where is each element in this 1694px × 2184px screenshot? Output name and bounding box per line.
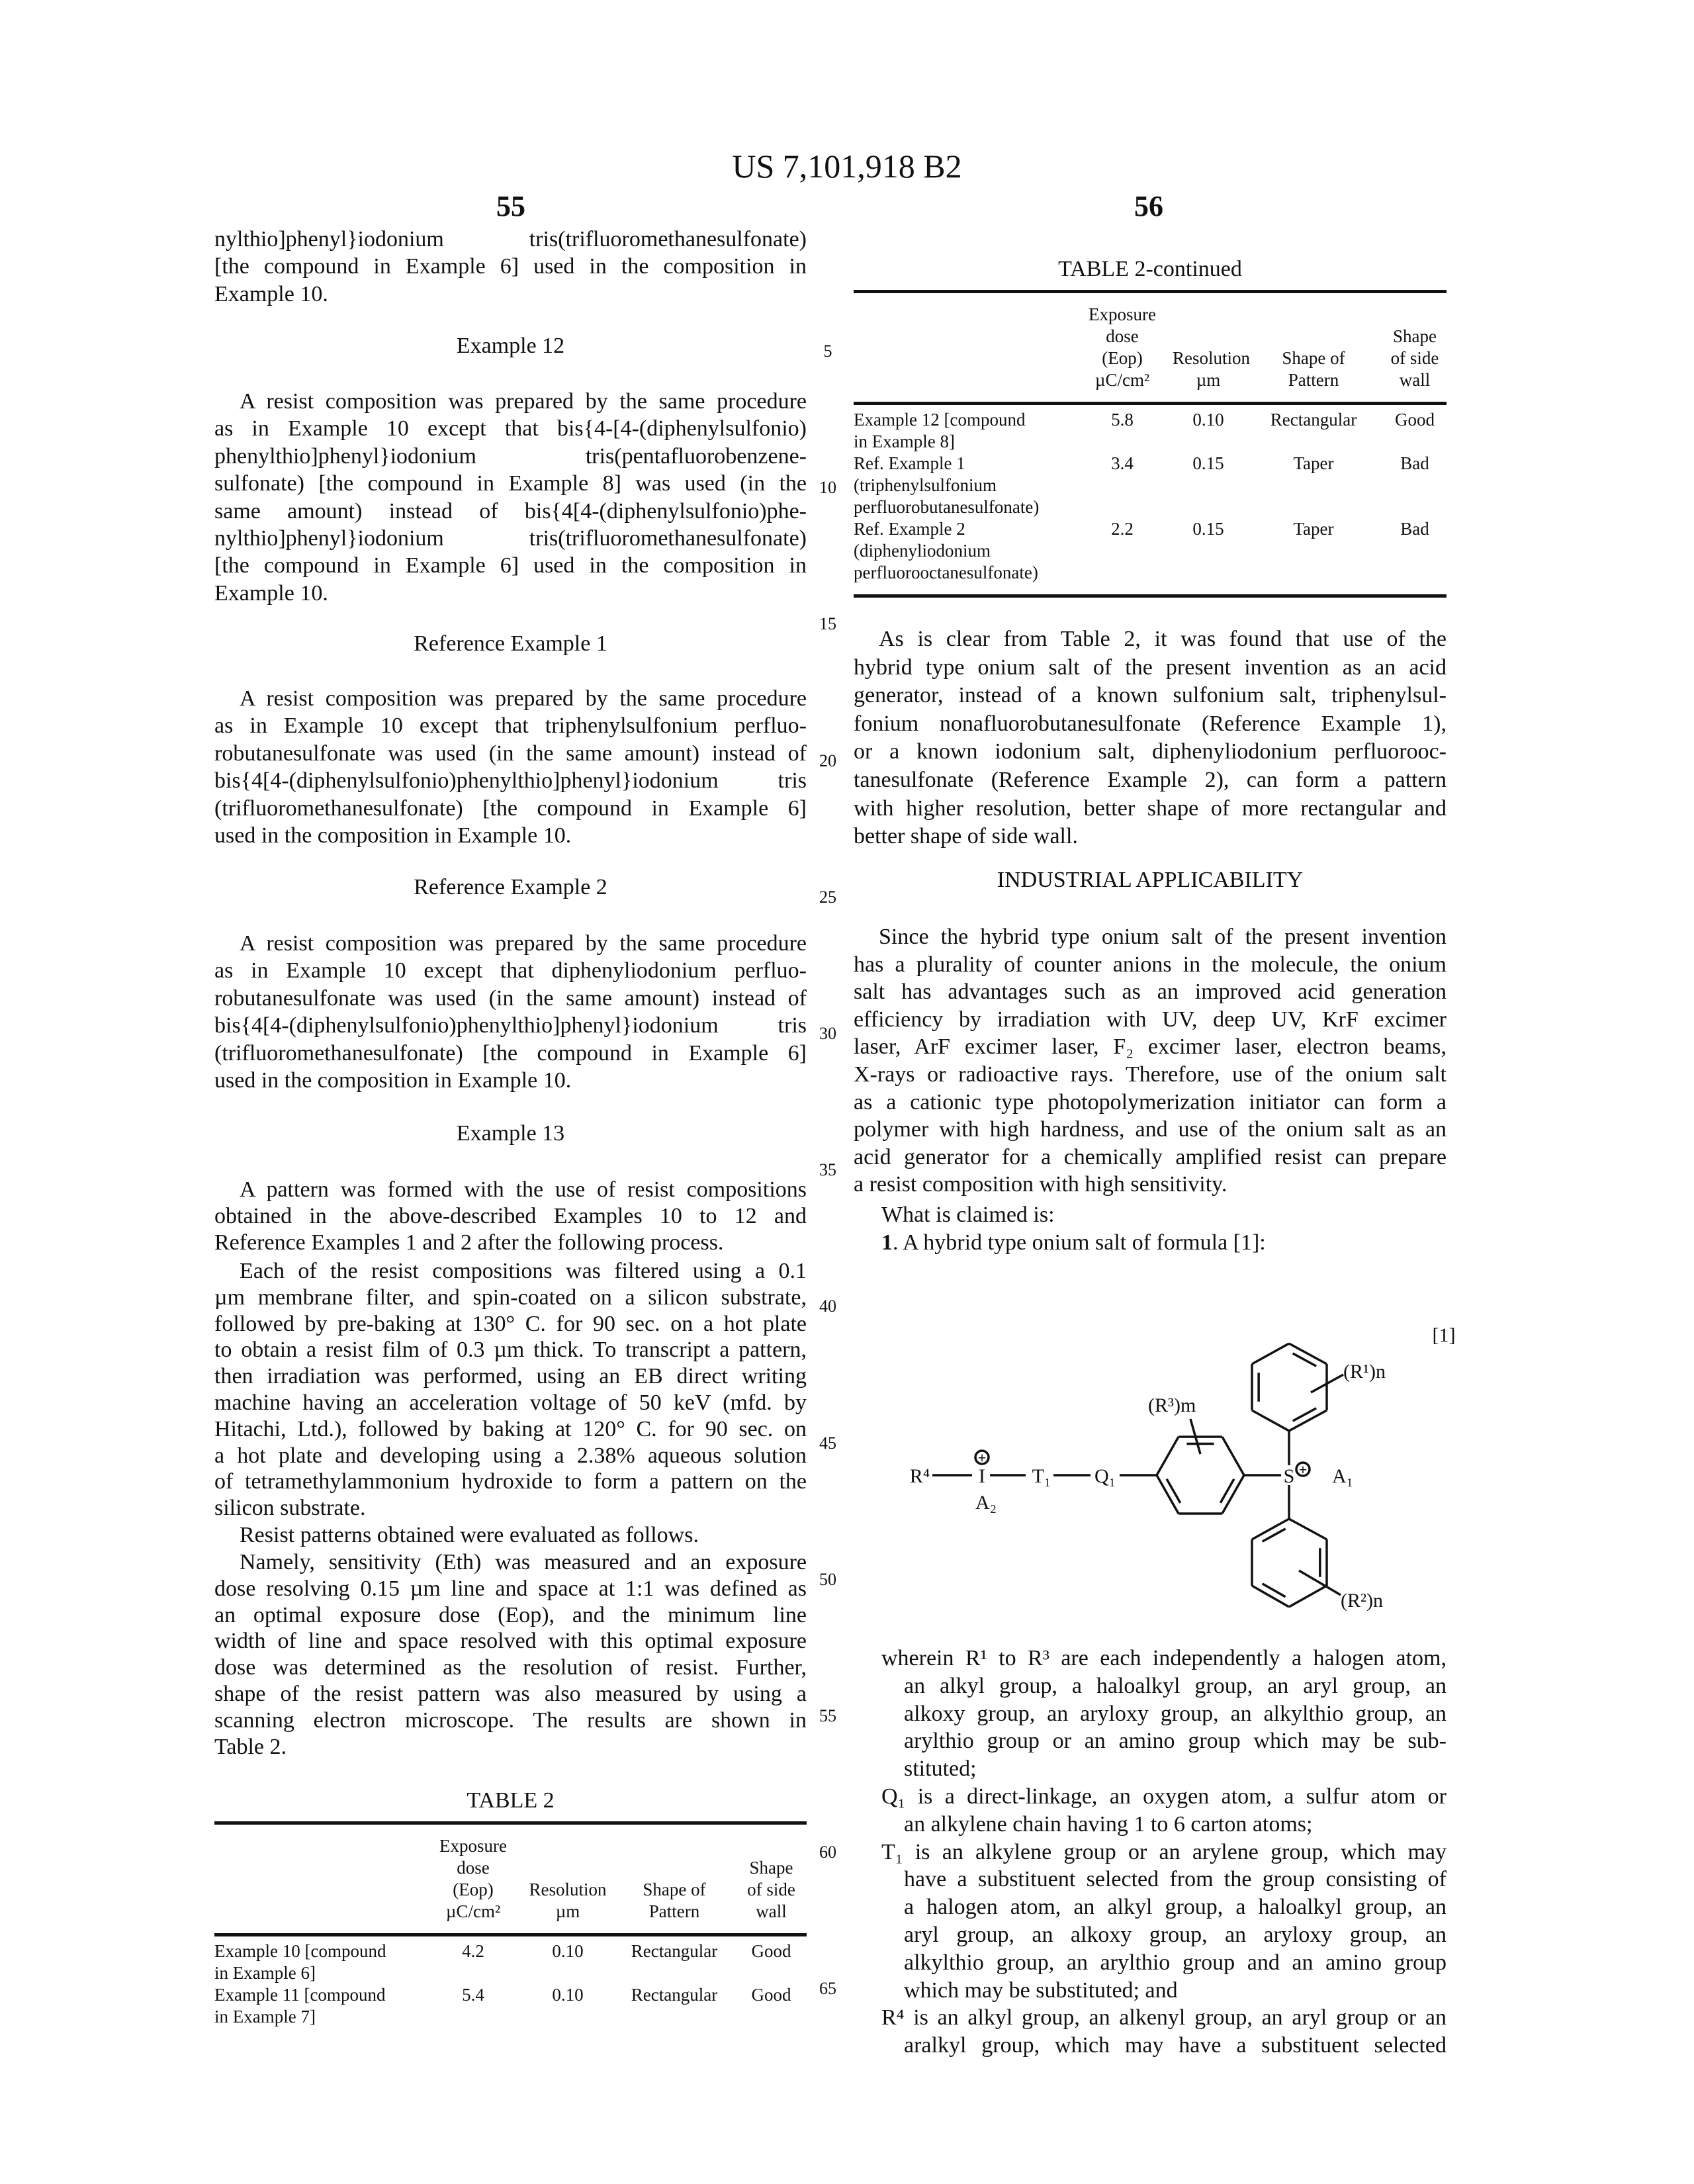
header-text: Resolution xyxy=(523,1879,613,1901)
text-line: machine having an acceleration voltage of 50 keV (mfd. by xyxy=(214,1390,807,1416)
ring-bond xyxy=(1252,1343,1289,1364)
text-line: T₁ is an alkylene group or an arylene group, which may xyxy=(881,1839,1447,1866)
text-line: nylthio]phenyl}iodonium tris(trifluoromethanesulfonate) xyxy=(214,525,807,552)
text-line: a hot plate and developing using a 2.38% aqueous solution xyxy=(214,1443,807,1469)
claims-intro: What is claimed is: xyxy=(881,1201,1447,1228)
header-text: Exposure xyxy=(1072,304,1173,326)
text-line: fonium nonafluorobutanesulfonate (Reference Example 1), xyxy=(854,710,1447,739)
claim-definitions xyxy=(881,1645,1447,2060)
text-line: robutanesulfonate was used (in the same amount) instead of xyxy=(214,985,807,1012)
plus-sign: + xyxy=(1299,1461,1308,1478)
header-text: µC/cm² xyxy=(1072,369,1173,391)
text-line: alkoxy group, an aryloxy group, an alkylthio group, an xyxy=(881,1700,1447,1728)
cell-text: 0.15 xyxy=(1173,518,1244,540)
table-title: TABLE 2-continued xyxy=(854,257,1447,282)
table-title: TABLE 2 xyxy=(214,1788,807,1813)
header-text: dose xyxy=(424,1857,523,1879)
cell-text: perfluorooctanesulfonate) xyxy=(854,562,1072,584)
header-text: Pattern xyxy=(613,1901,736,1923)
ring-bond xyxy=(1157,1437,1179,1475)
cell-text: Bad xyxy=(1383,453,1447,475)
header-text: µm xyxy=(523,1901,613,1923)
cell-text: 4.2 xyxy=(424,1940,523,1962)
header-text: Exposure xyxy=(424,1835,523,1857)
section-heading: Example 13 xyxy=(214,1121,807,1146)
text-line: Example 10. xyxy=(214,281,807,308)
cell-text: Rectangular xyxy=(613,1940,736,1962)
cell-text: Rectangular xyxy=(1244,409,1383,431)
text-line: tanesulfonate (Reference Example 2), can form a pattern xyxy=(854,766,1447,795)
header-text: (Eop) xyxy=(424,1879,523,1901)
page-number-right: 56 xyxy=(1083,189,1215,223)
label-r3m: (R³)m xyxy=(1148,1394,1196,1416)
text-line: which may be substituted; and xyxy=(881,1977,1447,2005)
text-line: bis{4[4-(diphenylsulfonio)phenylthio]phenyl}iodonium tris xyxy=(214,1012,807,1039)
text-line: sulfonate) [the compound in Example 8] was used (in the xyxy=(214,470,807,497)
text-line: used in the composition in Example 10. xyxy=(214,1067,807,1094)
line-number: 10 xyxy=(808,478,848,498)
line-number: 60 xyxy=(808,1843,848,1862)
label-r4: R⁴ xyxy=(910,1465,930,1487)
text-line: generator, instead of a known sulfonium salt, triphenylsul- xyxy=(854,682,1447,710)
header-text: of side xyxy=(736,1879,807,1901)
cell-text: Example 11 [compound xyxy=(214,1984,424,2006)
text-line: laser, ArF excimer laser, F₂ excimer laser, electron beams, xyxy=(854,1033,1447,1061)
text-line: as in Example 10 except that triphenylsulfonium perfluo- xyxy=(214,712,807,739)
label-r2n: (R²)n xyxy=(1341,1590,1383,1612)
text-line: as a cationic type photopolymerization initiator can form a xyxy=(854,1089,1447,1116)
text-line: Example 10. xyxy=(214,580,807,607)
line-number: 20 xyxy=(808,751,848,771)
double-bond xyxy=(1220,1479,1234,1503)
label-q1: Q₁ xyxy=(1094,1465,1116,1487)
cell-text: Good xyxy=(736,1984,807,2006)
text-line: bis{4[4-(diphenylsulfonio)phenylthio]phenyl}iodonium tris xyxy=(214,767,807,794)
text-line: of tetramethylammonium hydroxide to form a pattern on the xyxy=(214,1469,807,1495)
text-line: then irradiation was performed, using an EB direct writing xyxy=(214,1363,807,1390)
label-r1n: (R¹)n xyxy=(1343,1361,1386,1383)
text-line: a resist composition with high sensitivity. xyxy=(854,1171,1447,1199)
text-line: wherein R¹ to R³ are each independently a halogen atom, xyxy=(881,1645,1447,1672)
cell-text: 0.15 xyxy=(1173,453,1244,475)
label-t1: T₁ xyxy=(1032,1465,1051,1487)
text-line: (trifluoromethanesulfonate) [the compound in Example 6] xyxy=(214,1040,807,1067)
text-line: phenylthio]phenyl}iodonium tris(pentafluorobenzene- xyxy=(214,443,807,470)
plus-sign: + xyxy=(978,1449,987,1466)
text-line: as in Example 10 except that diphenyliodonium perfluo- xyxy=(214,957,807,984)
cell-text: 5.8 xyxy=(1072,409,1173,431)
ring-bond xyxy=(1289,1519,1327,1539)
line-number: 65 xyxy=(808,1979,848,1999)
text-line: width of line and space resolved with this optimal exposure xyxy=(214,1628,807,1655)
text-line: [the compound in Example 6] used in the composition in xyxy=(214,552,807,579)
cell-text: 3.4 xyxy=(1072,453,1173,475)
text-line: aryl group, an alkoxy group, an aryloxy group, an xyxy=(881,1921,1447,1949)
text-line: efficiency by irradiation with UV, deep UV, KrF excimer xyxy=(854,1006,1447,1034)
claim-text: . A hybrid type onium salt of formula [1]: xyxy=(893,1230,1266,1255)
text-line: Reference Examples 1 and 2 after the following process. xyxy=(214,1230,807,1256)
text-line: or a known iodonium salt, diphenyliodonium perfluorooc- xyxy=(854,738,1447,766)
text-line: has a plurality of counter anions in the molecule, the onium xyxy=(854,951,1447,979)
cell-text: Bad xyxy=(1383,518,1447,540)
text-line: salt has advantages such as an improved acid generation xyxy=(854,978,1447,1006)
cell-text: (diphenyliodonium xyxy=(854,540,1072,562)
text-line: nylthio]phenyl}iodonium tris(trifluoromethanesulfonate) xyxy=(214,226,807,253)
cell-text: Ref. Example 1 xyxy=(854,453,1072,475)
cell-text: 2.2 xyxy=(1072,518,1173,540)
line-number: 45 xyxy=(808,1433,848,1453)
text-line: used in the composition in Example 10. xyxy=(214,822,807,849)
header-text: µC/cm² xyxy=(424,1901,523,1923)
text-line: acid generator for a chemically amplified resist can prepare xyxy=(854,1144,1447,1171)
line-number: 50 xyxy=(808,1570,848,1590)
line-number: 30 xyxy=(808,1024,848,1044)
text-line: dose resolving 0.15 µm line and space at 1:1 was defined as xyxy=(214,1576,807,1602)
text-line: shape of the resist pattern was also measured by using a xyxy=(214,1681,807,1707)
text-line: Q₁ is a direct-linkage, an oxygen atom, a sulfur atom or xyxy=(881,1783,1447,1811)
text-line: an alkyl group, a haloalkyl group, an aryl group, an xyxy=(881,1672,1447,1700)
text-line: same amount) instead of bis{4[4-(diphenylsulfonio)phe- xyxy=(214,498,807,525)
text-line: µm membrane filter, and spin-coated on a silicon substrate, xyxy=(214,1285,807,1311)
line-number: 5 xyxy=(808,341,848,361)
cell-text: in Example 8] xyxy=(854,431,1072,453)
text-line: A pattern was formed with the use of resist compositions xyxy=(214,1177,807,1203)
text-line: an alkylene chain having 1 to 6 carton atoms; xyxy=(881,1811,1447,1839)
ring-bond xyxy=(1289,1586,1327,1607)
ring-bond xyxy=(1222,1437,1244,1475)
header-text: µm xyxy=(1173,369,1244,391)
line-number: 25 xyxy=(808,887,848,907)
label-a1: A₁ xyxy=(1332,1465,1353,1487)
header-text: wall xyxy=(736,1901,807,1923)
text-line: silicon substrate. xyxy=(214,1495,807,1522)
text-line: alkylthio group, an arylthio group and an amino group xyxy=(881,1949,1447,1977)
ring-bond xyxy=(1252,1410,1289,1431)
text-line: X-rays or radioactive rays. Therefore, use of the onium salt xyxy=(854,1061,1447,1089)
section-heading: Reference Example 1 xyxy=(214,631,807,657)
text-line: arylthio group or an amino group which may be sub- xyxy=(881,1727,1447,1755)
header-text: dose xyxy=(1072,326,1173,347)
cell-text: Good xyxy=(1383,409,1447,431)
double-bond xyxy=(1167,1479,1181,1503)
text-line: A resist composition was prepared by the same procedure xyxy=(214,685,807,712)
text-line: aralkyl group, which may have a substituent selected xyxy=(881,2032,1447,2060)
cell-text: Taper xyxy=(1244,518,1383,540)
text-line: to obtain a resist film of 0.3 µm thick. To transcript a pattern, xyxy=(214,1337,807,1363)
cell-text: 0.10 xyxy=(1173,409,1244,431)
text-line: followed by pre-baking at 130° C. for 90 sec. on a hot plate xyxy=(214,1311,807,1338)
text-line: robutanesulfonate was used (in the same amount) instead of xyxy=(214,740,807,767)
header-text: Pattern xyxy=(1244,369,1383,391)
line-number: 40 xyxy=(808,1297,848,1316)
cell-text: in Example 6] xyxy=(214,1962,424,1984)
text-line: polymer with high hardness, and use of the onium salt as an xyxy=(854,1116,1447,1144)
header-text: Resolution xyxy=(1173,347,1244,369)
label-sulfur: S xyxy=(1284,1465,1295,1487)
cell-text: 5.4 xyxy=(424,1984,523,2006)
header-text: Shape xyxy=(736,1857,807,1879)
text-line: stituted; xyxy=(881,1755,1447,1783)
patent-number: US 7,101,918 B2 xyxy=(0,147,1694,185)
text-line: with higher resolution, better shape of more rectangular and xyxy=(854,795,1447,823)
cell-text: Ref. Example 2 xyxy=(854,518,1072,540)
text-line: have a substituent selected from the group consisting of xyxy=(881,1866,1447,1893)
text-line: obtained in the above-described Examples 10 to 12 and xyxy=(214,1203,807,1230)
formula-label: [1] xyxy=(1433,1324,1456,1346)
cell-text: Good xyxy=(736,1940,807,1962)
text-line: dose was determined as the resolution of resist. Further, xyxy=(214,1655,807,1681)
text-line: Table 2. xyxy=(214,1734,807,1760)
cell-text: perfluorobutanesulfonate) xyxy=(854,496,1072,518)
header-text: (Eop) xyxy=(1072,347,1173,369)
text-line: Each of the resist compositions was filtered using a 0.1 xyxy=(214,1258,807,1285)
line-number: 55 xyxy=(808,1706,848,1726)
section-heading: INDUSTRIAL APPLICABILITY xyxy=(854,868,1447,893)
text-line: [the compound in Example 6] used in the composition in xyxy=(214,253,807,280)
cell-text: in Example 7] xyxy=(214,2006,424,2028)
text-line: As is clear from Table 2, it was found that use of the xyxy=(854,625,1447,654)
text-line: a halogen atom, an alkyl group, a haloalkyl group, an xyxy=(881,1893,1447,1921)
text-line: (trifluoromethanesulfonate) [the compound in Example 6] xyxy=(214,795,807,822)
cell-text: 0.10 xyxy=(523,1984,613,2006)
line-number: 35 xyxy=(808,1160,848,1180)
cell-text: (triphenylsulfonium xyxy=(854,475,1072,496)
header-text: Shape xyxy=(1383,326,1447,347)
text-line: Since the hybrid type onium salt of the present invention xyxy=(854,923,1447,951)
cell-text: 0.10 xyxy=(523,1940,613,1962)
text-line: Namely, sensitivity (Eth) was measured and an exposure xyxy=(214,1549,807,1576)
cell-text: Taper xyxy=(1244,453,1383,475)
cell-text: Example 10 [compound xyxy=(214,1940,424,1962)
label-iodine: I xyxy=(979,1465,985,1487)
label-a2: A₂ xyxy=(975,1492,997,1514)
header-text: of side xyxy=(1383,347,1447,369)
text-line: R⁴ is an alkyl group, an alkenyl group, an aryl group or an xyxy=(881,2004,1447,2032)
cell-text: Rectangular xyxy=(613,1984,736,2006)
page-number-left: 55 xyxy=(445,189,577,223)
section-heading: Reference Example 2 xyxy=(214,875,807,900)
text-line: an optimal exposure dose (Eop), and the minimum line xyxy=(214,1602,807,1629)
text-line: as in Example 10 except that bis{4-[4-(diphenylsulfonio) xyxy=(214,415,807,442)
header-text: wall xyxy=(1383,369,1447,391)
text-line: scanning electron microscope. The results are shown in xyxy=(214,1707,807,1734)
text-line: hybrid type onium salt of the present invention as an acid xyxy=(854,654,1447,682)
text-line: better shape of side wall. xyxy=(854,823,1447,851)
section-heading: Example 12 xyxy=(214,334,807,359)
text-line: Hitachi, Ltd.), followed by baking at 120° C. for 90 sec. on xyxy=(214,1416,807,1443)
header-text: Shape of xyxy=(613,1879,736,1901)
line-number: 15 xyxy=(808,614,848,634)
cell-text: Example 12 [compound xyxy=(854,409,1072,431)
text-line: A resist composition was prepared by the same procedure xyxy=(214,388,807,415)
text-line: A resist composition was prepared by the same procedure xyxy=(214,930,807,957)
text-line: Resist patterns obtained were evaluated as follows. xyxy=(214,1522,807,1549)
claim-number: 1 xyxy=(881,1230,893,1255)
header-text: Shape of xyxy=(1244,347,1383,369)
